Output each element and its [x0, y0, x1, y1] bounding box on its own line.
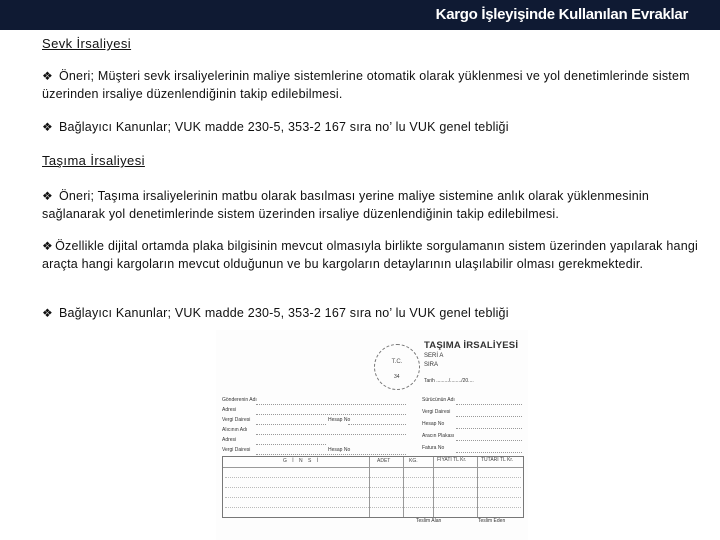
table-header-fiyati: FİYATI TL Kr.	[437, 457, 467, 463]
diamond-bullet-icon: ❖	[42, 69, 53, 83]
table-header-kg: KG.	[409, 458, 418, 464]
form-teslim-alan: Teslim Alan	[416, 518, 442, 524]
form-dotted-line	[456, 440, 522, 441]
header-bar	[0, 0, 720, 30]
form-dotted-line	[456, 452, 522, 453]
tasima-kanun-text: Bağlayıcı Kanunlar; VUK madde 230-5, 353-2 167 sıra no’ lu VUK genel tebliği	[58, 306, 509, 320]
form-dotted-line	[456, 404, 522, 405]
table-row	[225, 507, 521, 508]
table-row	[225, 487, 521, 488]
tasima-irsaliyesi-form-image	[216, 330, 528, 540]
form-hesap-no: Hesap No	[328, 417, 351, 423]
form-left-field: Alıcının Adı	[222, 427, 248, 433]
form-left-field: Gönderenin Adı	[222, 397, 257, 403]
table-row	[225, 477, 521, 478]
diamond-bullet-icon: ❖	[42, 120, 53, 134]
form-goods-table	[222, 456, 524, 518]
form-seri: SERİ A	[424, 353, 444, 359]
stamp-number: 34	[394, 374, 400, 380]
form-hesap-no: Hesap No	[328, 447, 351, 453]
form-tarih: Tarih ........./......../20....	[424, 378, 474, 384]
tasima-ozellikle-paragraph	[42, 237, 698, 273]
table-header-tutari: TUTARI TL Kr.	[481, 457, 514, 463]
form-dotted-line	[456, 428, 522, 429]
form-right-field: Vergi Dairesi	[422, 409, 451, 415]
sevk-kanun-text: Bağlayıcı Kanunlar; VUK madde 230-5, 353-2 167 sıra no’ lu VUK genel tebliği	[58, 120, 509, 134]
table-header-adet: ADET	[377, 458, 391, 464]
sevk-oneri-paragraph	[42, 67, 698, 103]
form-sira: SIRA	[424, 362, 439, 368]
form-dotted-line	[256, 444, 326, 445]
form-left-field: Vergi Dairesi	[222, 447, 251, 453]
tasima-kanun-paragraph	[42, 304, 698, 322]
page-title: Kargo İşleyişinde Kullanılan Evraklar	[435, 6, 688, 23]
form-left-field: Adresi	[222, 437, 237, 443]
diamond-bullet-icon: ❖	[42, 189, 53, 203]
form-dotted-line	[348, 424, 406, 425]
form-title: TAŞIMA İRSALİYESİ	[424, 340, 519, 351]
form-right-field: Hesap No	[422, 421, 445, 427]
table-divider	[223, 467, 523, 468]
form-dotted-line	[256, 414, 406, 415]
diamond-bullet-icon: ❖	[42, 239, 54, 253]
form-right-field: Aracın Plakası	[422, 433, 455, 439]
sevk-oneri-text: Öneri; Müşteri sevk irsaliyelerinin maliye sistemlerine otomatik olarak yüklenmesi ve yol denetimlerinde sistem üzerinden irsaliye düzenlendiğinin takip edilebilmesi.	[42, 69, 690, 101]
diamond-bullet-icon: ❖	[42, 306, 53, 320]
official-stamp: T.C.	[374, 344, 420, 390]
sevk-heading: Sevk İrsaliyesi	[42, 36, 132, 51]
sevk-kanun-paragraph	[42, 118, 698, 136]
table-header-cins: G İ N S İ	[283, 458, 321, 464]
form-left-field: Adresi	[222, 407, 237, 413]
form-dotted-line	[256, 424, 326, 425]
table-row	[225, 497, 521, 498]
tasima-ozellikle-text: Özellikle dijital ortamda plaka bilgisinin mevcut olmasıyla birlikte sorgulamanın sistem üzerinden yapılarak hangi araçta hangi kargoların mevcut olduğunun ve bu kargoların detaylarının ulaşılabilir olması gerekmektedir.	[42, 239, 698, 271]
form-left-field: Vergi Dairesi	[222, 417, 251, 423]
form-right-field: Sürücünün Adı	[422, 397, 455, 403]
tasima-oneri-paragraph	[42, 187, 698, 223]
form-dotted-line	[256, 404, 406, 405]
form-dotted-line	[256, 434, 406, 435]
form-teslim-eden: Teslim Eden	[478, 518, 506, 524]
tasima-heading: Taşıma İrsaliyesi	[42, 153, 145, 168]
tasima-oneri-text: Öneri; Taşıma irsaliyelerinin matbu olarak basılması yerine maliye sistemine anlık olarak yüklenmesinin sağlanarak yol denetimlerinde sistem üzerinden irsaliye düzenlendiğinin takip edilebilmesi.	[42, 189, 650, 221]
form-dotted-line	[256, 454, 406, 455]
form-dotted-line	[456, 416, 522, 417]
form-right-field: Fatura No	[422, 445, 445, 451]
